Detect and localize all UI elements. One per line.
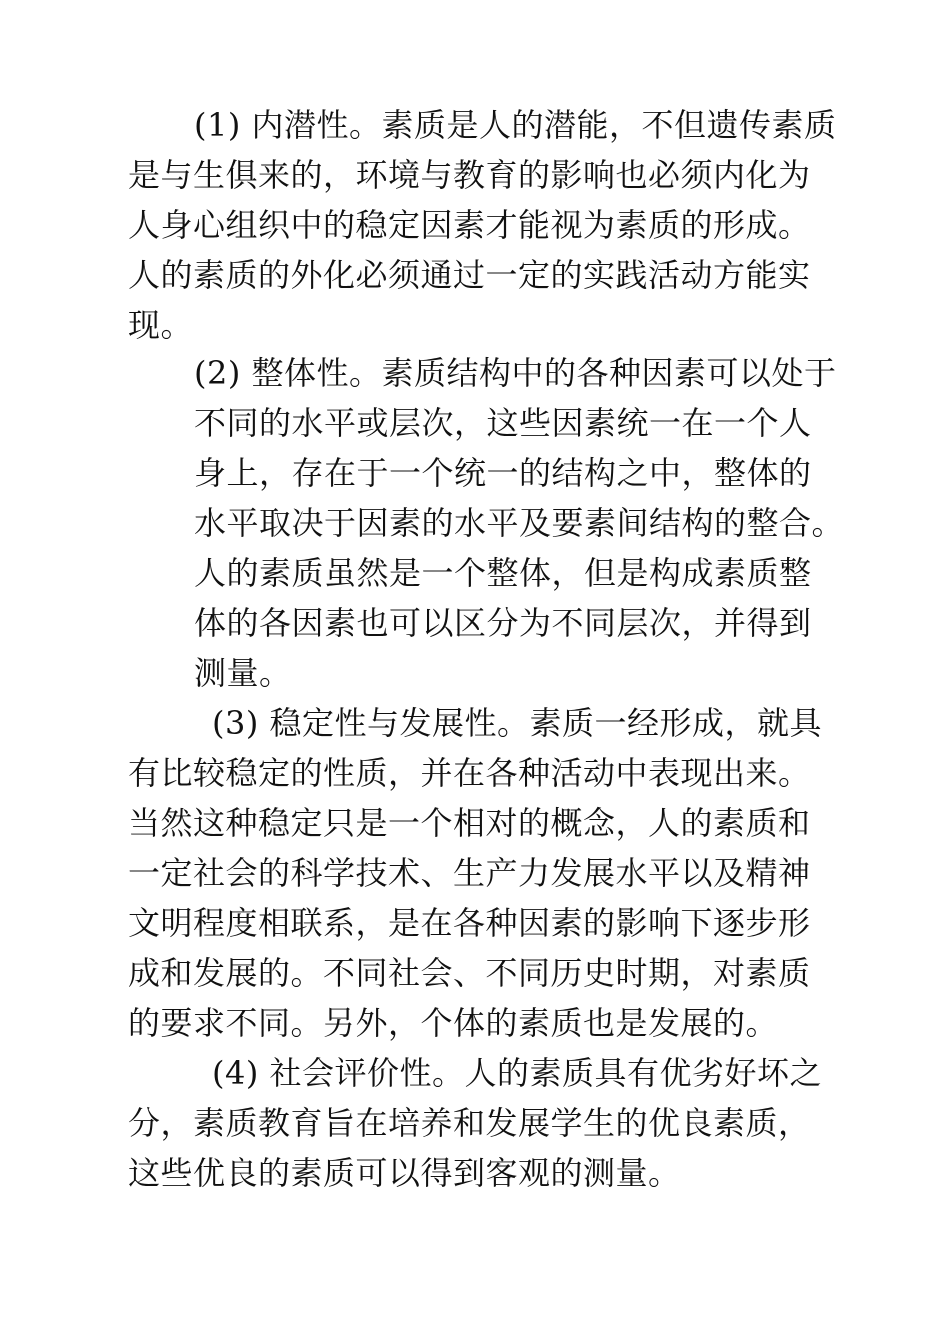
paragraph-line: 体的各因素也可以区分为不同层次，并得到 (194, 604, 812, 642)
paragraph-line: 这些优良的素质可以得到客观的测量。 (128, 1154, 681, 1192)
paragraph-line: 身上，存在于一个统一的结构之中，整体的 (194, 454, 812, 492)
paragraph-line: 人身心组织中的稳定因素才能视为素质的形成。 (128, 206, 811, 244)
paragraph-line: (3) 稳定性与发展性。素质一经形成，就具 (212, 704, 823, 742)
paragraph-line: 测量。 (194, 654, 292, 692)
paragraph-line: 不同的水平或层次，这些因素统一在一个人 (194, 404, 812, 442)
paragraph-line: 文明程度相联系，是在各种因素的影响下逐步形 (128, 904, 811, 942)
paragraph-line: (2) 整体性。素质结构中的各种因素可以处于 (194, 354, 837, 392)
paragraph-line: 人的素质的外化必须通过一定的实践活动方能实 (128, 256, 811, 294)
paragraph-line: 当然这种稳定只是一个相对的概念，人的素质和 (128, 804, 811, 842)
paragraph-line: 有比较稳定的性质，并在各种活动中表现出来。 (128, 754, 811, 792)
paragraph-line: 的要求不同。另外，个体的素质也是发展的。 (128, 1004, 779, 1042)
paragraph-line: 是与生俱来的，环境与教育的影响也必须内化为 (128, 156, 811, 194)
paragraph-line: 人的素质虽然是一个整体，但是构成素质整 (194, 554, 812, 592)
paragraph-line: 现。 (128, 306, 194, 344)
paragraph-line: (4) 社会评价性。人的素质具有优劣好坏之 (212, 1054, 823, 1092)
paragraph-line: (1) 内潜性。素质是人的潜能，不但遗传素质 (194, 106, 837, 144)
paragraph-line: 成和发展的。不同社会、不同历史时期，对素质 (128, 954, 811, 992)
paragraph-line: 一定社会的科学技术、生产力发展水平以及精神 (128, 854, 811, 892)
paragraph-line: 分，素质教育旨在培养和发展学生的优良素质， (128, 1104, 811, 1142)
paragraph-line: 水平取决于因素的水平及要素间结构的整合。 (194, 504, 845, 542)
